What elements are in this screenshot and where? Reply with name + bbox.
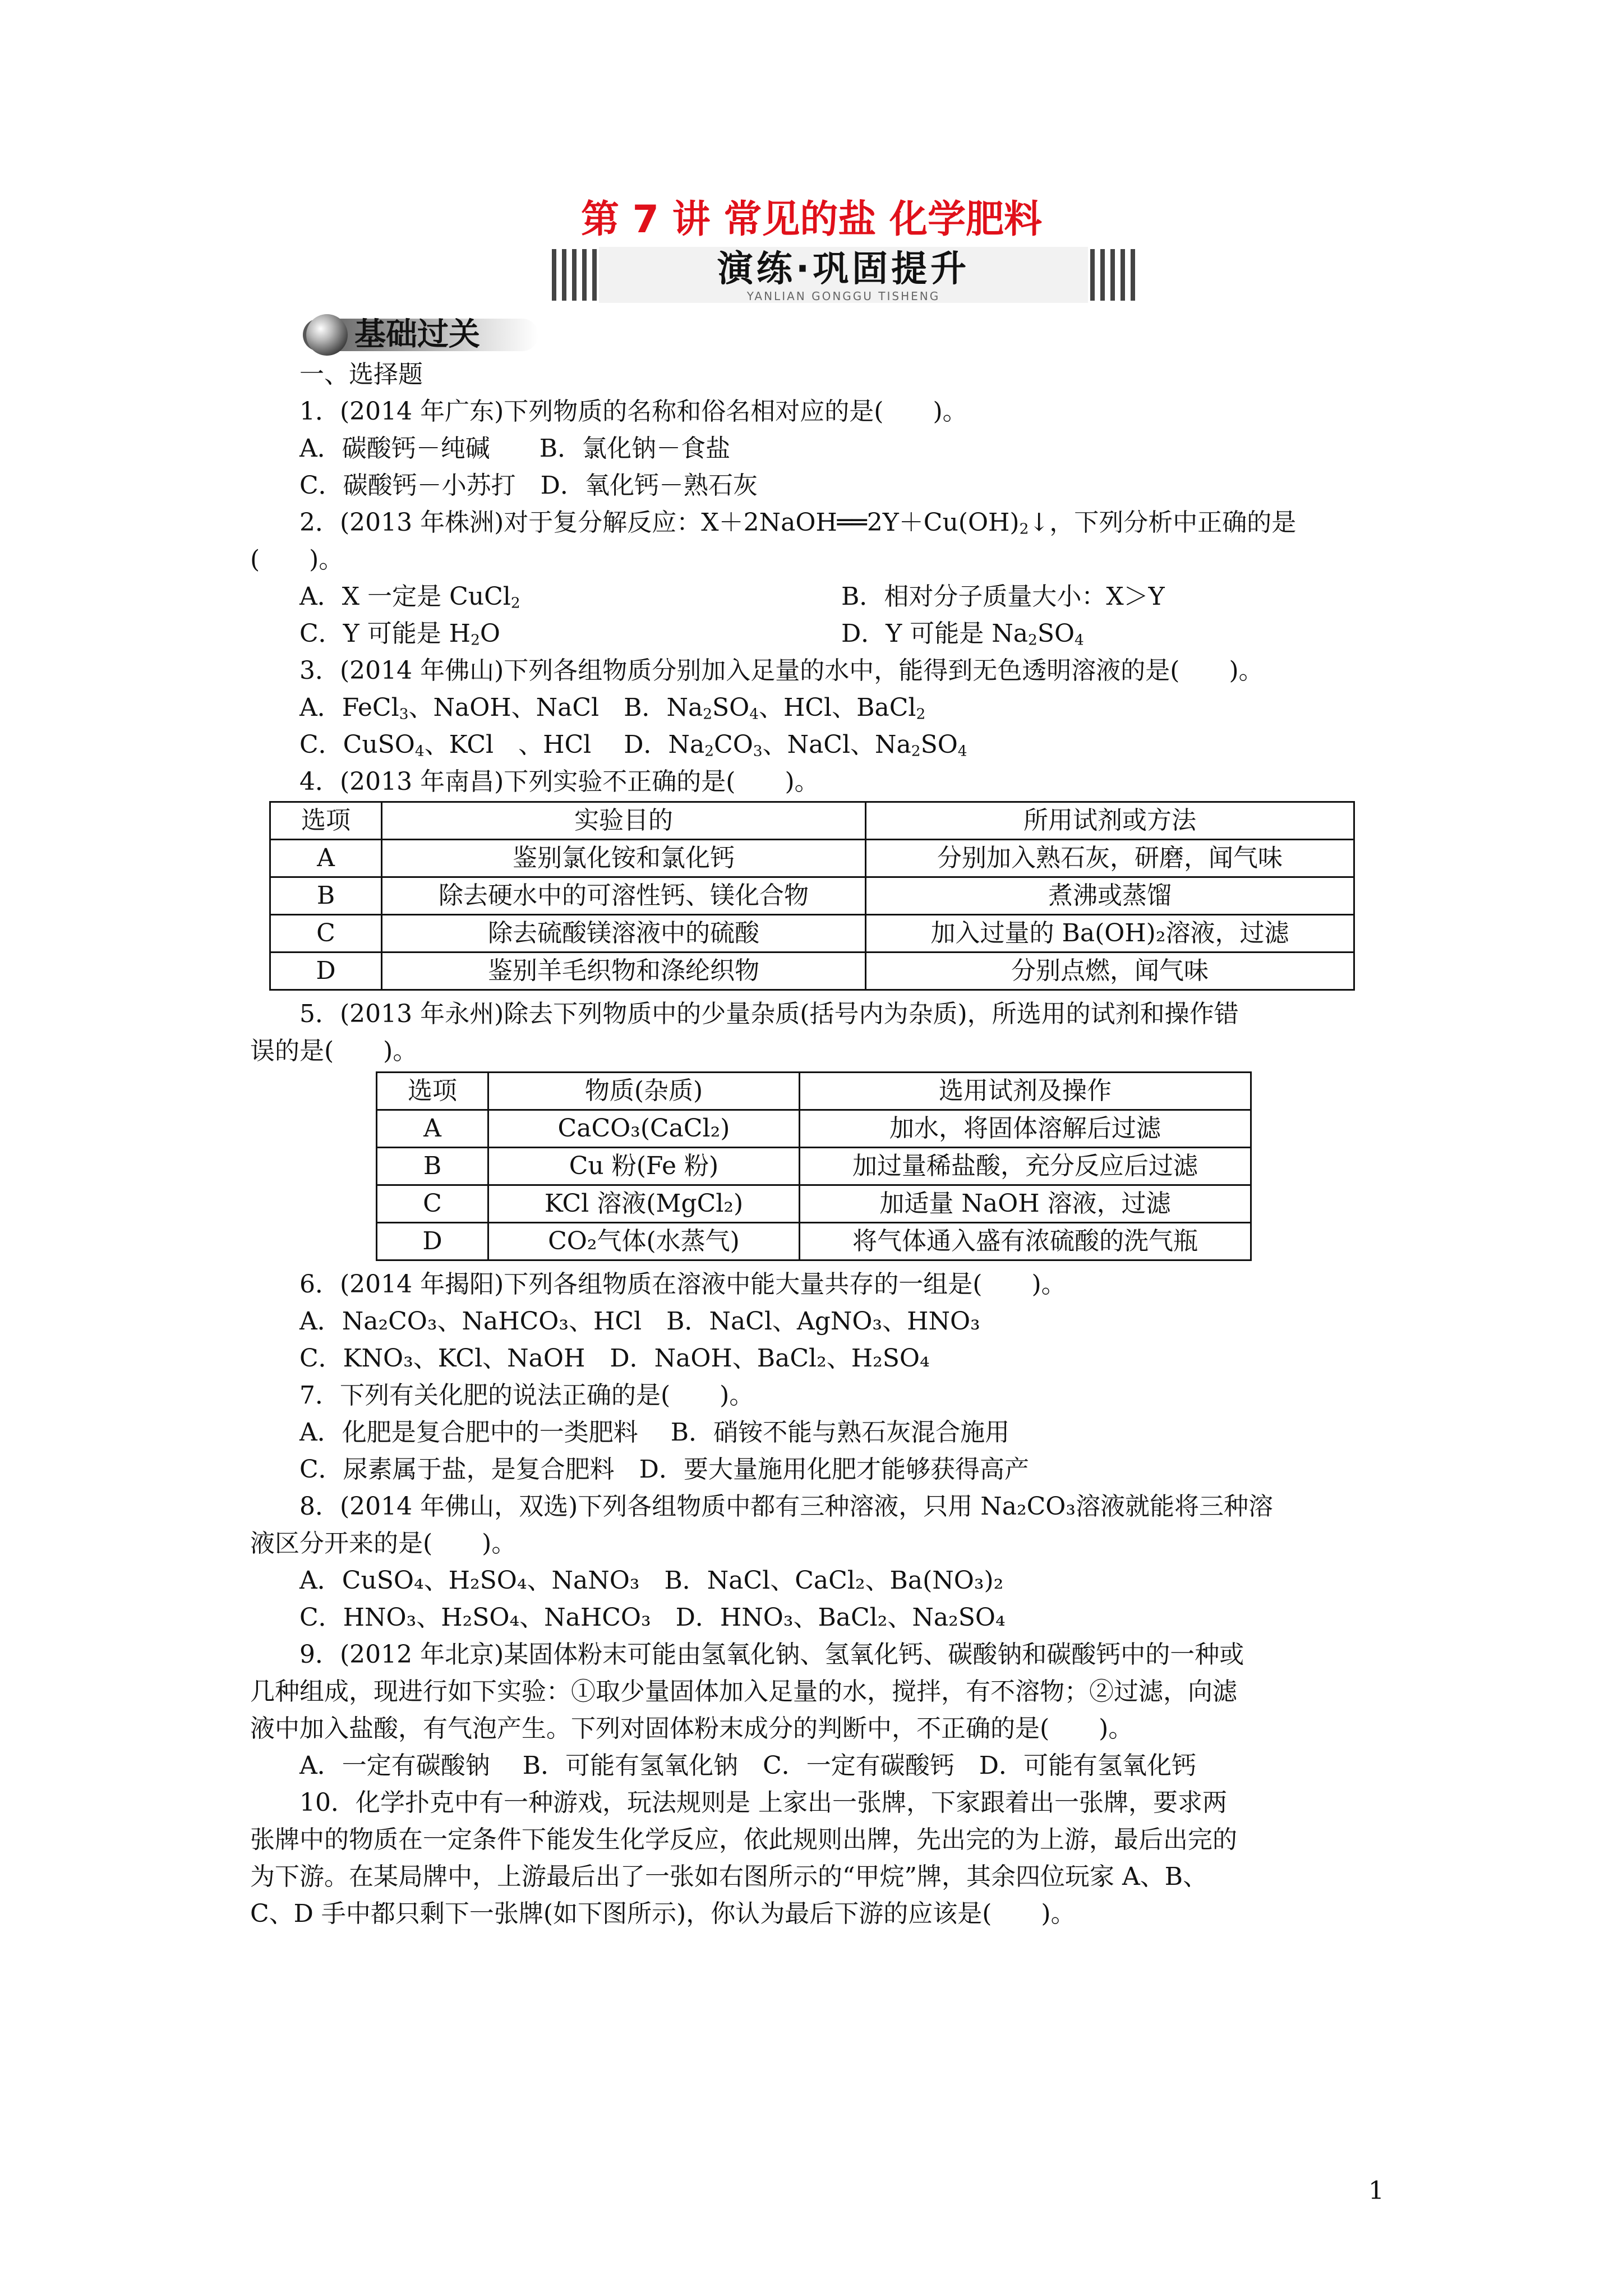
q9-stem-line3: 液中加入盐酸，有气泡产生。下列对固体粉末成分的判断中，不正确的是( )。 xyxy=(250,1714,1133,1743)
q6-stem: 6．(2014 年揭阳)下列各组物质在溶液中能大量共存的一组是( )。 xyxy=(299,1270,1066,1299)
q1-options-cd: C．碳酸钙－小苏打 D．氧化钙－熟石灰 xyxy=(299,471,758,500)
q3-options-cd: C．CuSO$_4$、KCl 、HCl D．$Na_2CO_3$、NaCl、$Na_2SO_4$ xyxy=(299,730,967,760)
q10-stem-line1: 10．化学扑克中有一种游戏，玩法规则是 上家出一张牌，下家跟着出一张牌，要求两 xyxy=(299,1788,1227,1817)
q5-stem-cont: 误的是( )。 xyxy=(250,1037,418,1065)
q4-stem: 4．(2013 年南昌)下列实验不正确的是( )。 xyxy=(299,767,819,796)
q9-options: A．一定有碳酸钠 B．可能有氢氧化钠 C．一定有碳酸钙 D．可能有氢氧化钙 xyxy=(299,1751,1197,1780)
table-row: B 除去硬水中的可溶性钙、镁化合物 煮沸或蒸馏 xyxy=(270,877,1354,915)
q9-stem-line1: 9．(2012 年北京)某固体粉末可能由氢氧化钠、氢氧化钙、碳酸钠和碳酸钙中的一种或 xyxy=(299,1640,1244,1669)
section-banner xyxy=(552,247,1135,303)
table-header-row: 选项 实验目的 所用试剂或方法 xyxy=(270,802,1354,840)
q8-options-ab: A．CuSO₄、H₂SO₄、NaNO₃ B．NaCl、CaCl₂、Ba(NO₃)₂ xyxy=(299,1566,1004,1595)
q5-table xyxy=(376,1071,1252,1261)
banner-stripes-left xyxy=(552,249,597,301)
page-title: 第 7 讲 常见的盐 化学肥料 xyxy=(580,197,1042,242)
q6-options-cd: C．KNO₃、KCl、NaOH D．NaOH、BaCl₂、H₂SO₄ xyxy=(299,1344,930,1373)
q9-stem-line2: 几种组成，现进行如下实验：①取少量固体加入足量的水，搅拌，有不溶物；②过滤，向滤 xyxy=(250,1677,1237,1706)
q2-option-d: D．Y 可能是 $Na_2SO_4$ xyxy=(841,619,1084,649)
q7-options-cd: C．尿素属于盐，是复合肥料 D．要大量施用化肥才能够获得高产 xyxy=(299,1455,1029,1484)
table-row: A CaCO₃(CaCl₂) 加水，将固体溶解后过滤 xyxy=(377,1110,1251,1148)
table-row: D 鉴别羊毛织物和涤纶织物 分别点燃，闻气味 xyxy=(270,953,1354,990)
q7-stem: 7．下列有关化肥的说法正确的是( )。 xyxy=(299,1381,754,1410)
q2-option-c: C．Y 可能是 $H_2O$ xyxy=(299,619,500,649)
q3-options-ab: A．FeCl$_3$、NaOH、NaCl B．$Na_2SO_4$、HCl、BaCl$_2$ xyxy=(299,693,926,723)
q2-stem: 2．(2013 年株洲)对于复分解反应：$X+2NaOH══2Y+Cu(OH)_2↓$，下列分析中正确的是 xyxy=(299,508,1297,538)
q2-option-a: A．X 一定是 CuCl$_2$ xyxy=(299,582,520,612)
table-row: B Cu 粉(Fe 粉) 加过量稀盐酸，充分反应后过滤 xyxy=(377,1148,1251,1185)
table-row: D CO₂气体(水蒸气) 将气体通入盛有浓硫酸的洗气瓶 xyxy=(377,1223,1251,1260)
q8-stem-cont: 液区分开来的是( )。 xyxy=(250,1529,517,1558)
q2-option-b: B．相对分子质量大小：X＞Y xyxy=(841,582,1165,611)
table-header-row: 选项 物质(杂质) 选用试剂及操作 xyxy=(377,1073,1251,1110)
q8-options-cd: C．HNO₃、H₂SO₄、NaHCO₃ D．HNO₃、BaCl₂、Na₂SO₄ xyxy=(299,1603,1006,1632)
q10-stem-line4: C、D 手中都只剩下一张牌(如下图所示)，你认为最后下游的应该是( )。 xyxy=(250,1899,1076,1928)
q8-stem: 8．(2014 年佛山，双选)下列各组物质中都有三种溶液，只用 Na₂CO₃溶液就能将三种溶 xyxy=(299,1492,1274,1521)
section-heading: 一、选择题 xyxy=(299,360,423,389)
table-row: C 除去硫酸镁溶液中的硫酸 加入过量的 Ba(OH)₂溶液，过滤 xyxy=(270,915,1354,953)
q10-stem-line2: 张牌中的物质在一定条件下能发生化学反应，依此规则出牌，先出完的为上游，最后出完的 xyxy=(250,1825,1237,1854)
table-row: C KCl 溶液(MgCl₂) 加适量 NaOH 溶液，过滤 xyxy=(377,1185,1251,1223)
banner-title: 演练·巩固提升 xyxy=(717,249,970,290)
q2-stem-cont: ( )。 xyxy=(250,545,344,574)
q1-options-ab: A．碳酸钙－纯碱 B．氯化钠－食盐 xyxy=(299,434,731,463)
table-row: A 鉴别氯化铵和氯化钙 分别加入熟石灰，研磨，闻气味 xyxy=(270,840,1354,877)
q6-options-ab: A．Na₂CO₃、NaHCO₃、HCl B．NaCl、AgNO₃、HNO₃ xyxy=(299,1307,980,1336)
q10-stem-line3: 为下游。在某局牌中，上游最后出了一张如右图所示的“甲烷”牌，其余四位玩家 A、B、 xyxy=(250,1862,1208,1891)
q4-table xyxy=(269,801,1355,991)
page-number: 1 xyxy=(1368,2177,1384,2205)
q5-stem: 5．(2013 年永州)除去下列物质中的少量杂质(括号内为杂质)，所选用的试剂和操作错 xyxy=(299,1000,1239,1028)
banner-stripes-right xyxy=(1090,249,1135,301)
q3-stem: 3．(2014 年佛山)下列各组物质分别加入足量的水中，能得到无色透明溶液的是( )。 xyxy=(299,656,1264,685)
q7-options-ab: A．化肥是复合肥中的一类肥料 B．硝铵不能与熟石灰混合施用 xyxy=(299,1418,1010,1447)
section-badge: 基础过关 xyxy=(303,310,538,358)
badge-ball-icon xyxy=(306,314,348,356)
q1-stem: 1．(2014 年广东)下列物质的名称和俗名相对应的是( )。 xyxy=(299,397,967,426)
banner-pinyin: YANLIAN GONGGU TISHENG xyxy=(746,289,940,303)
